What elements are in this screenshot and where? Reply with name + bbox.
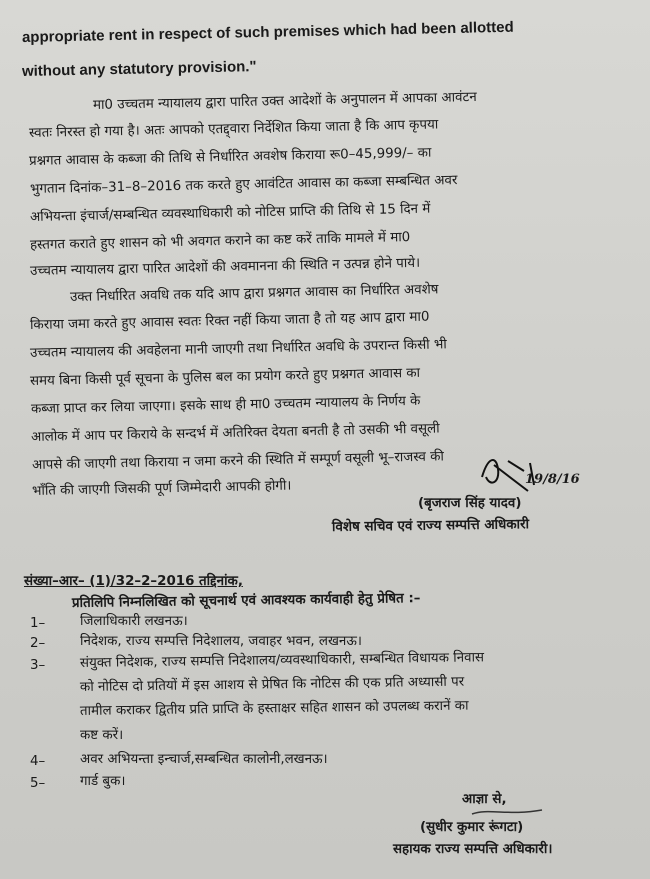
copy-item-5-text: गार्ड बुक। [80, 774, 126, 789]
copy-item-3-line-4: कष्ट करें। [80, 728, 124, 743]
handwritten-mark [468, 806, 548, 818]
copy-item-4-text: अवर अभियन्ता इन्चार्ज,सम्बन्धित कालोनी,लखनऊ। [80, 752, 328, 767]
signatory-2-designation: सहायक राज्य सम्पत्ति अधिकारी। [393, 842, 553, 857]
copy-item-3-line-1: संयुक्त निदेशक, राज्य सम्पत्ति निदेशालय/व्यवस्थाधिकारी, सम्बन्धित विधायक निवास [79, 650, 485, 671]
para2-line-5: कब्जा प्राप्त कर लिया जाएगा। इसके साथ ही मा0 उच्चतम न्यायालय के निर्णय के [30, 393, 421, 417]
copy-item-2-num: 2– [30, 636, 46, 651]
para1-line-1: मा0 उच्चतम न्यायालय द्वारा पारित उक्त आदेशों के अनुपालन में आपका आवंटन [92, 89, 477, 113]
para1-line-5: अभियन्ता इंचार्ज/सम्बन्धित व्यवस्थाधिकारी को नोटिस प्राप्ति की तिथि से 15 दिन में [29, 201, 431, 225]
para2-line-4: समय बिना किसी पूर्व सूचना के पुलिस बल का प्रयोग करते हुए प्रश्नगत आवास का [29, 365, 421, 389]
signatory-1-designation: विशेष सचिव एवं राज्य सम्पत्ति अधिकारी [331, 517, 530, 535]
copy-item-2-text: निदेशक, राज्य सम्पत्ति निदेशालय, जवाहर भवन, लखनऊ। [80, 634, 362, 649]
copy-item-3-line-3: तामील कराकर द्वितीय प्रति प्राप्ति के हस्ताक्षर सहित शासन को उपलब्ध करानें का [79, 698, 469, 719]
para2-line-8: भाँति की जाएगी जिसकी पूर्ण जिम्मेदारी आपकी होगी। [31, 478, 292, 499]
signature-1-date: 19/8/16 [525, 472, 580, 487]
para2-line-2: किराया जमा करते हुए आवास स्वतः रिक्त नहीं किया जाता है तो यह आप द्वारा मा0 [29, 309, 430, 333]
copy-heading: प्रतिलिपि निम्नलिखित को सूचनार्थ एवं आवश्यक कार्यवाही हेतु प्रेषित :– [71, 591, 421, 611]
copy-item-3-num: 3– [30, 658, 46, 673]
copy-item-4-num: 4– [30, 754, 46, 769]
para2-line-3: उच्चतम न्यायालय की अवहेलना मानी जाएगी तथा निर्धारित अवधि के उपरान्त किसी भी [29, 337, 447, 361]
para1-line-3: प्रश्नगत आवास के कब्जा की तिथि से निर्धारित अवशेष किराया रू0–45,999/– का [28, 145, 432, 169]
copy-item-5-num: 5– [30, 776, 46, 791]
para2-line-1: उक्त निर्धारित अवधि तक यदि आप द्वारा प्रश्नगत आवास का निर्धारित अवशेष [69, 282, 439, 305]
para1-line-2: स्वतः निरस्त हो गया है। अतः आपको एतद्द्वारा निर्देशित किया जाता है कि आप कृपया [28, 117, 439, 141]
intro-line-1: appropriate rent in respect of such premises which had been allotted [21, 18, 514, 46]
intro-line-2: without any statutory provision." [21, 58, 257, 80]
copy-item-1-text: जिलाधिकारी लखनऊ। [80, 614, 188, 629]
signatory-1-name: (बृजराज सिंह यादव) [418, 496, 522, 511]
signatory-2-name: (सुधीर कुमार रूंगटा) [420, 820, 524, 835]
copy-item-3-line-2: को नोटिस दो प्रतियों में इस आशय से प्रेषित कि नोटिस की एक प्रति अध्यासी पर [79, 674, 465, 695]
para1-line-4: भुगतान दिनांक–31–8–2016 तक करते हुए आवंटित आवास का कब्जा सम्बन्धित अवर [29, 173, 458, 197]
para1-line-6: हस्तगत कराते हुए शासन को भी अवगत कराने का कष्ट करें ताकि मामले में मा0 [29, 230, 411, 253]
by-order-label: आज्ञा से, [462, 792, 507, 807]
reference-number: संख्या–आर– (1)/32–2–2016 तद्दिनांक, [24, 574, 243, 589]
para2-line-6: आलोक में आप पर किराये के सन्दर्भ में अतिरिक्त देयता बनती है तो उसकी भी वसूली [30, 421, 440, 445]
para2-line-7: आपसे की जाएगी तथा किराया न जमा करने की स्थिति में सम्पूर्ण वसूली भू–राजस्व की [31, 449, 445, 473]
para1-line-7: उच्चतम न्यायालय द्वारा पारित आदेशों की अवमानना की स्थिति न उत्पन्न होने पाये। [29, 255, 421, 279]
copy-item-1-num: 1– [30, 616, 46, 631]
